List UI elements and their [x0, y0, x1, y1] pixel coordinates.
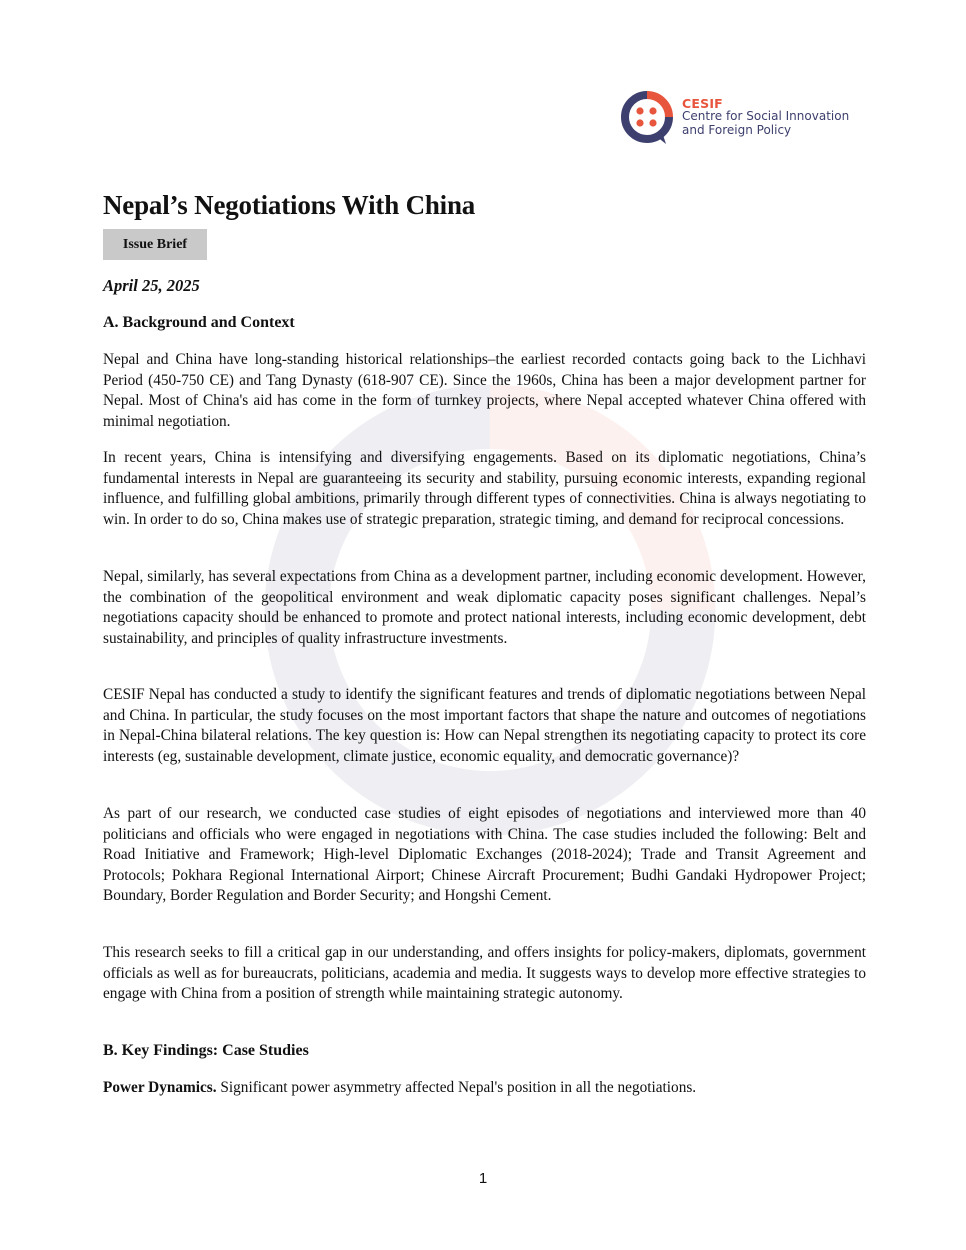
paragraph-background-6: This research seeks to fill a critical gap in our understanding, and offers insights for policy-makers, diplomats, government officials as well as for bureaucrats, politicians, academia and media. It suggests ways to develop more effective strategies to engage with China from a position of strength while maintaining strategic autonomy. [103, 944, 866, 1003]
publication-date: April 25, 2025 [103, 276, 200, 295]
logo-name-line-1: Centre for Social Innovation [682, 109, 850, 124]
paragraph-background-1: Nepal and China have long-standing historical relationships–the earliest recorded contacts going back to the Lichhavi Period (450-750 CE) and Tang Dynasty (618-907 CE). Since the 1960s, China has been a major development partner for Nepal. Most of China's aid has come in the form of turnkey projects, where Nepal accepted whatever China offered with minimal negotiation. [103, 351, 866, 430]
section-a-heading: A. Background and Context [103, 314, 295, 331]
paragraph-power-dynamics [103, 1078, 866, 1099]
logo-wordmark [682, 97, 849, 138]
logo-name-line-2: and Foreign Policy [682, 122, 792, 137]
power-dynamics-label: Power Dynamics. [103, 1079, 217, 1096]
document-title: Nepal’s Negotiations With China [103, 190, 476, 220]
cesif-logo-icon [616, 86, 678, 148]
paragraph-background-2: In recent years, China is intensifying and diversifying engagements. Based on its diplomatic negotiations, China’s fundamental interests in Nepal are guaranteeing its security and stability, pursuing economic interests, expanding regional influence, and fulfilling global ambitions, primarily through different types of connectivities. China is always negotiating to win. In order to do so, China makes use of strategic preparation, strategic timing, and demand for reciprocal concessions. [103, 449, 866, 528]
paragraph-background-4: CESIF Nepal has conducted a study to identify the significant features and trends of diplomatic negotiations between Nepal and China. In particular, the study focuses on the most important factors that shape the nature and outcomes of negotiations in Nepal-China bilateral relations. The key question is: How can Nepal strengthen its negotiating capacity to protect its core interests (eg, sustainable development, climate justice, economic equality, and democratic governance)? [103, 686, 866, 765]
paragraph-background-5: As part of our research, we conducted case studies of eight episodes of negotiations and interviewed more than 40 politicians and officials who were engaged in negotiations with China. The case studies included the following: Belt and Road Initiative and Framework; High-level Diplomatic Exchanges (2018-2024); Trade and Transit Agreement and Protocols; Pokhara Regional International Airport; Chinese Aircraft Procurement; Budhi Gandaki Hydropower Project; Boundary, Border Regulation and Border Security; and Hongshi Cement. [103, 805, 866, 905]
section-b-heading: B. Key Findings: Case Studies [103, 1042, 309, 1059]
cesif-logo [616, 86, 849, 148]
paragraph-background-3: Nepal, similarly, has several expectations from China as a development partner, including economic development. However, the combination of the geopolitical environment and weak diplomatic capacity poses significant challenges. Nepal’s negotiations capacity should be enhanced to promote and protect national interests, including economic development, debt sustainability, and principles of quality infrastructure investments. [103, 568, 866, 647]
power-dynamics-text: Significant power asymmetry affected Nepal's position in all the negotiations. [216, 1079, 697, 1096]
page-number: 1 [478, 1170, 488, 1187]
issue-brief-tag: Issue Brief [103, 229, 207, 260]
logo-abbreviation: CESIF [682, 95, 723, 111]
